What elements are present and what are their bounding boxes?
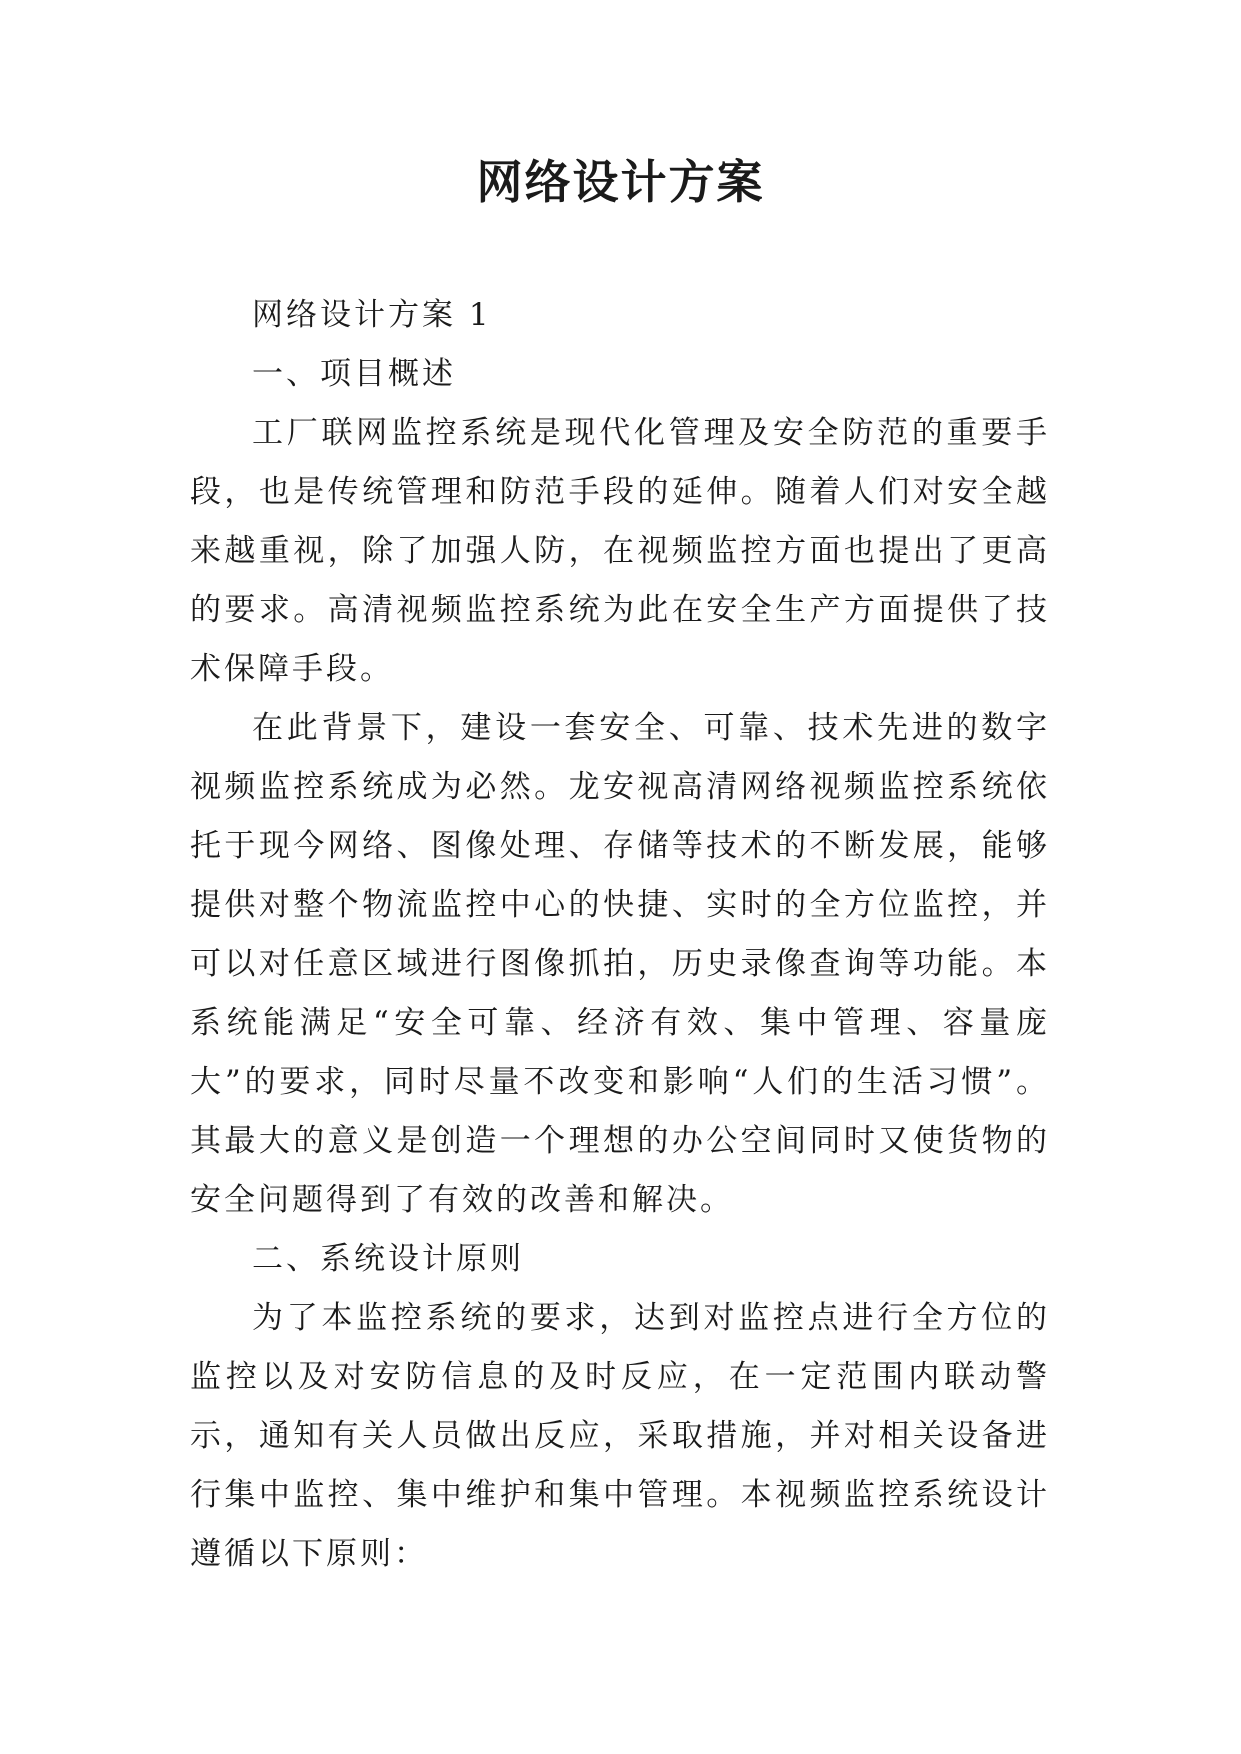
document-body bbox=[190, 286, 1050, 1584]
paragraph-design-principles-1: 为了本监控系统的要求，达到对监控点进行全方位的监控以及对安防信息的及时反应，在一定范围内联动警示，通知有关人员做出反应，采取措施，并对相关设备进行集中监控、集中维护和集中管理。本视频监控系统设计遵循以下原则： bbox=[190, 1300, 1050, 1572]
paragraph-overview-2: 在此背景下，建设一套安全、可靠、技术先进的数字视频监控系统成为必然。龙安视高清网络视频监控系统依托于现今网络、图像处理、存储等技术的不断发展，能够提供对整个物流监控中心的快捷、实时的全方位监控，并可以对任意区域进行图像抓拍，历史录像查询等功能。本系统能满足“安全可靠、经济有效、集中管理、容量庞大”的要求，同时尽量不改变和影响“人们的生活习惯”。其最大的意义是创造一个理想的办公空间同时又使货物的安全问题得到了有效的改善和解决。 bbox=[190, 710, 1050, 1218]
document-subtitle: 网络设计方案 1 bbox=[252, 297, 492, 333]
document-title: 网络设计方案 bbox=[476, 155, 765, 209]
paragraph-overview-1: 工厂联网监控系统是现代化管理及安全防范的重要手段，也是传统管理和防范手段的延伸。随着人们对安全越来越重视，除了加强人防，在视频监控方面也提出了更高的要求。高清视频监控系统为此在安全生产方面提供了技术保障手段。 bbox=[190, 415, 1050, 687]
section-heading-design-principles: 二、系统设计原则 bbox=[252, 1241, 524, 1277]
section-heading-overview: 一、项目概述 bbox=[252, 356, 456, 392]
